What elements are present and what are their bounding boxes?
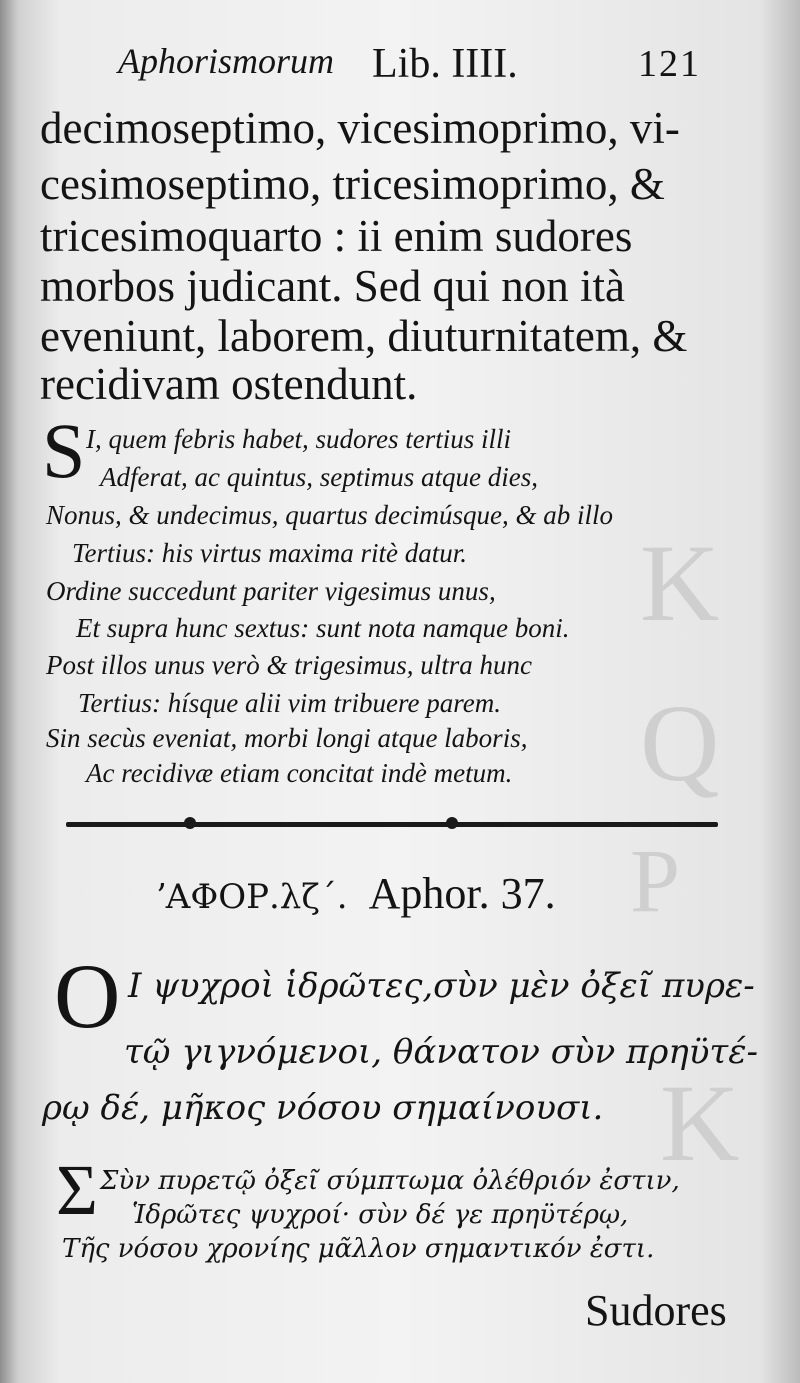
greek-dropcap: O xyxy=(54,945,121,1047)
running-title: Aphorismorum xyxy=(118,41,335,81)
ornamental-rule xyxy=(66,822,718,827)
aphorism-heading-greek: ʼΑΦΟΡ.λζ΄. xyxy=(155,877,348,917)
verse-line: Post illos unus verò & trigesimus, ultra hunc xyxy=(46,650,532,680)
greek-line: Ι ψυχροὶ ἱδρῶτες,σὺν μὲν ὀξεῖ πυρε- xyxy=(128,966,755,1006)
verse-line: Tertius: his virtus maxima ritè datur. xyxy=(72,538,468,568)
verse-line: Sin secùs eveniat, morbi longi atque laboris, xyxy=(46,723,528,753)
showthrough-letter-k2: K xyxy=(660,1062,740,1184)
body-line: morbos judicant. Sed qui non ità xyxy=(40,261,625,311)
greek-verse-dropcap: Σ xyxy=(56,1150,98,1230)
greek-verse-line: Τῆς νόσου χρονίης μᾶλλον σημαντικόν ἐστι. xyxy=(62,1234,655,1264)
aphorism-heading xyxy=(155,868,556,919)
rule-ornament xyxy=(184,817,196,829)
greek-line: ρῳ δέ, μῆκος νόσου σημαίνουσι. xyxy=(42,1088,604,1128)
greek-verse-line: Σὺν πυρετῷ ὀξεῖ σύμπτωμα ὀλέθριόν ἐστιν, xyxy=(100,1166,680,1196)
showthrough-letter-k: K xyxy=(640,522,720,644)
aphorism-heading-latin: Aphor. 37. xyxy=(368,869,556,918)
body-line: decimoseptimo, vicesimoprimo, vi- xyxy=(40,103,680,153)
verse-line: Ordine succedunt pariter vigesimus unus, xyxy=(46,576,496,606)
body-line: eveniunt, laborem, diuturnitatem, & xyxy=(40,311,688,361)
book-number: Lib. IIII. xyxy=(372,41,518,87)
verse-line: Adferat, ac quintus, septimus atque dies, xyxy=(100,462,538,492)
catchword: Sudores xyxy=(585,1286,727,1335)
greek-line: τῷ γιγνόμενοι, θάνατον σὺν πρηϋτέ- xyxy=(124,1032,758,1072)
verse-line: Ac recidivæ etiam concitat indè metum. xyxy=(86,758,513,788)
body-line: cesimoseptimo, tricesimoprimo, & xyxy=(40,159,665,209)
page-number: 121 xyxy=(638,43,701,85)
showthrough-letter-p: P xyxy=(630,832,681,931)
showthrough-letter-q: Q xyxy=(640,682,720,804)
verse-line: Nonus, & undecimus, quartus decimúsque, & ab illo xyxy=(46,500,613,530)
body-line: recidivam ostendunt. xyxy=(40,359,418,409)
body-line: tricesimoquarto : ii enim sudores xyxy=(40,211,633,261)
verse-dropcap: S xyxy=(42,407,86,494)
verse-line: I, quem febris habet, sudores tertius illi xyxy=(86,424,511,454)
rule-ornament xyxy=(446,817,458,829)
verse-line: Et supra hunc sextus: sunt nota namque boni. xyxy=(76,613,570,643)
greek-verse-line: Ἱδρῶτες ψυχροί· σὺν δέ γε πρηϋτέρῳ, xyxy=(132,1200,629,1230)
verse-line: Tertius: hísque alii vim tribuere parem. xyxy=(78,688,501,718)
